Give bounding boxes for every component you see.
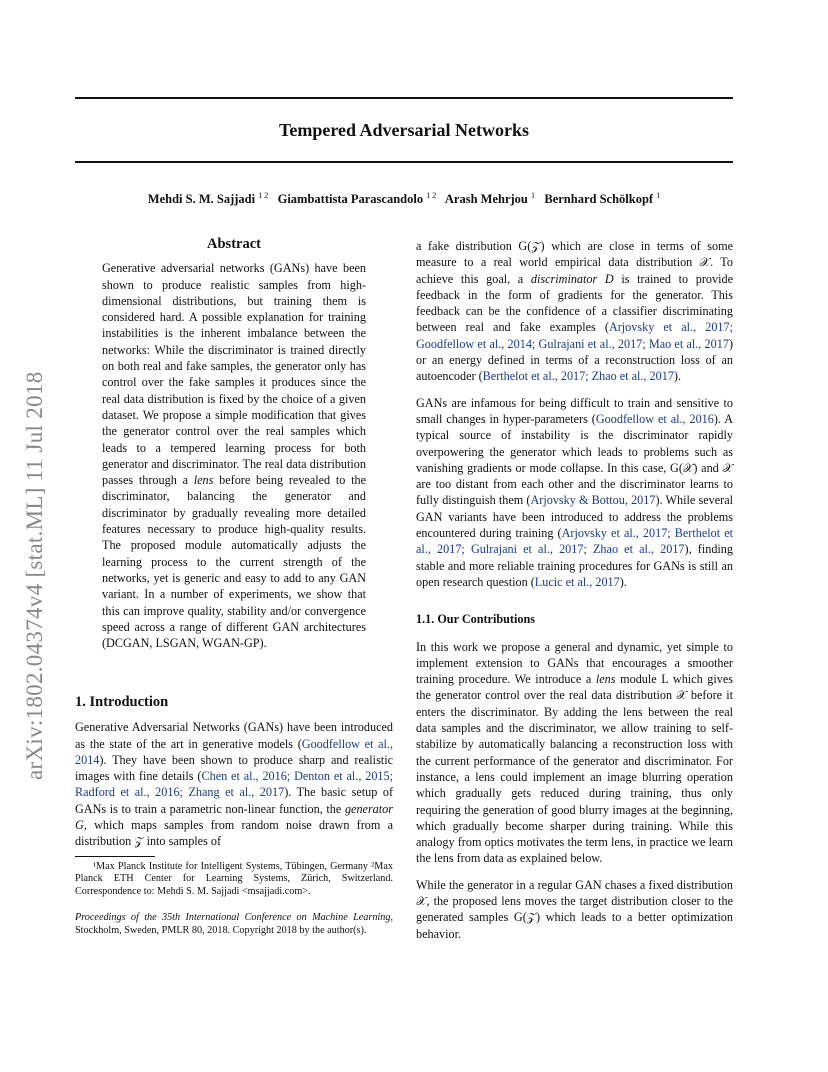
abstract-heading: Abstract bbox=[207, 236, 261, 252]
citation-link[interactable]: Arjovsky & Bottou, 2017 bbox=[530, 493, 656, 508]
introduction-paragraph bbox=[75, 719, 393, 849]
abstract-lens-term: lens bbox=[193, 473, 214, 488]
paragraph-text: ). They have been shown to produce sharp and realistic images with fine details ( bbox=[75, 752, 393, 784]
author-affiliation: 1 bbox=[531, 191, 535, 200]
paragraph-text: ). bbox=[619, 574, 627, 589]
citation-link[interactable]: Lucic et al., 2017 bbox=[534, 574, 620, 589]
author-affiliation: 1 bbox=[656, 191, 661, 200]
paper-title: Tempered Adversarial Networks bbox=[279, 120, 529, 140]
paragraph-text: ). The basic setup of GANs is to train a parametric non-linear function, the bbox=[75, 785, 393, 816]
right-column bbox=[416, 238, 733, 942]
instability-paragraph bbox=[416, 395, 733, 591]
footnote-section bbox=[75, 861, 393, 937]
proceedings-note bbox=[75, 912, 393, 937]
affiliation-footnote: ¹Max Planck Institute for Intelligent Systems, Tübingen, Germany ²Max Planck ETH Center for Learning Systems, Zürich, Switzerland. Correspondence to: Mehdi S. M. Sajjadi <msajjadi.com>. bbox=[75, 861, 393, 897]
paragraph-text: module L which gives the generator control over the real data distribution 𝒳 before it enters the discriminator. By adding the lens between the real data samples and the discriminator, we allow training to self-stabilize by automatically balancing a reconstruction loss with the current performance of the generator and discriminator. For instance, a lens could implement an image blurring operation which gradually gets reduced during training, thus only requiring the generation of good blurry images at the beginning, which gradually become sharper during training. While this analogy from optics motivates the term lens, in practice we learn the lens from data as explained below. bbox=[416, 672, 734, 866]
arxiv-identifier: arXiv:1802.04374v4 [stat.ML] 11 Jul 2018 bbox=[22, 371, 47, 780]
generator-term: generator G bbox=[75, 801, 394, 833]
paragraph-text: GANs are infamous for being difficult to train and sensitive to small changes in hyper-parameters ( bbox=[416, 395, 733, 426]
paragraph-text: Generative Adversarial Networks (GANs) have been introduced as the state of the art in generative models ( bbox=[75, 720, 393, 751]
contributions-heading: 1.1. Our Contributions bbox=[416, 612, 535, 627]
citation-link[interactable]: Goodfellow et al., 2016 bbox=[595, 411, 714, 426]
paragraph-text: ). A typical source of instability is the discriminator rapidly overpowering the generator which leads to problems such as vanishing gradients or mode collapse. In this case, G(𝒳) and 𝒳 are too distant from each other and the discriminator learns to fully distinguish them ( bbox=[416, 411, 734, 508]
abstract-text-part: before being revealed to the discriminator, balancing the generator and discriminator by gradually revealing more detailed features necessary to produce high-quality results. The proposed module automatically adjusts the learning process to the current strength of the networks, yet is generic and easy to add to any GAN variant. In a number of experiments, we show that this can improve quality, stability and/or convergence speed across a range of different GAN architectures (DCGAN, LSGAN, WGAN-GP). bbox=[102, 473, 367, 651]
gan-setup-paragraph bbox=[416, 238, 733, 385]
lens-behavior-paragraph: While the generator in a regular GAN chases a fixed distribution 𝒳, the proposed lens moves the target distribution closer to the generated samples G(𝒵) which leads to a better optimization behavior. bbox=[416, 877, 733, 941]
author-name: Mehdi S. M. Sajjadi bbox=[147, 192, 256, 207]
paragraph-text: a fake distribution G(𝒵) which are close in terms of some measure to a real world empirical data distribution 𝒳. To achieve this goal, a bbox=[416, 239, 733, 286]
title-rule bbox=[75, 161, 733, 163]
paragraph-text: ) or an energy defined in terms of a reconstruction loss of an autoencoder ( bbox=[416, 336, 733, 384]
lens-term: lens bbox=[595, 672, 616, 687]
author-affiliation: 1 2 bbox=[426, 191, 437, 200]
author-name: Bernhard Schölkopf bbox=[544, 192, 654, 207]
discriminator-term: discriminator D bbox=[530, 271, 614, 286]
abstract-text-part: Generative adversarial networks (GANs) have been shown to produce realistic samples from high-dimensional distributions, but training them is considered hard. A possible explanation for training instabilities is the inherent imbalance between the networks: While the discriminator is trained directly on both real and fake samples, the generator only has control over the fake samples it produces since the real data distribution is fixed by the choice of a given dataset. We propose a simple modification that gives the generator control over the real samples which leads to a tempered learning process for both generator and discriminator. The real data distribution passes through a bbox=[102, 261, 366, 488]
paragraph-text: ). While several GAN variants have been introduced to address the problems encountered during training ( bbox=[416, 493, 733, 541]
paragraph-text: In this work we propose a general and dynamic, yet simple to implement extension to GANs that encourages a smoother training procedure. We introduce a bbox=[416, 639, 733, 687]
paragraph-text: is trained to provide feedback in the form of gradients for the generator. This feedback can be the confidence of a classifier discriminating between real and fake examples ( bbox=[416, 271, 733, 335]
abstract-section bbox=[102, 236, 366, 651]
citation-link[interactable]: Berthelot et al., 2017; Zhao et al., 2017 bbox=[482, 369, 674, 384]
proceedings-text: , Stockholm, Sweden, PMLR 80, 2018. Copyright 2018 by the author(s). bbox=[75, 912, 393, 936]
introduction-section bbox=[75, 694, 393, 850]
contributions-paragraph bbox=[416, 639, 733, 867]
introduction-heading: 1. Introduction bbox=[75, 694, 169, 710]
author-list bbox=[75, 191, 733, 207]
citation-link[interactable]: Chen et al., 2016; Denton et al., 2015; Radford et al., 2016; Zhang et al., 2017 bbox=[75, 769, 393, 800]
author-name: Giambattista Parascandolo bbox=[277, 192, 424, 207]
abstract-text bbox=[102, 260, 366, 651]
citation-link[interactable]: Goodfellow et al., 2014 bbox=[75, 736, 394, 767]
paragraph-text: , which maps samples from random noise drawn from a distribution 𝒵 into samples of bbox=[75, 818, 393, 849]
footnote-rule bbox=[75, 856, 155, 857]
top-rule bbox=[75, 97, 733, 99]
citation-link[interactable]: Arjovsky et al., 2017; Goodfellow et al., 2014; Gulrajani et al., 2017; Mao et al., 2017 bbox=[416, 320, 733, 351]
citation-link[interactable]: Arjovsky et al., 2017; Berthelot et al., 2017; Gulrajani et al., 2017; Zhao et al., 2017 bbox=[416, 526, 733, 557]
paragraph-text: ), finding stable and more reliable training procedures for GANs is still an open research question ( bbox=[416, 542, 733, 589]
author-affiliation: 1 2 bbox=[258, 191, 269, 200]
paragraph-text: ). bbox=[673, 369, 682, 384]
author-name: Arash Mehrjou bbox=[444, 192, 528, 207]
proceedings-venue: Proceedings of the 35th International Conference on Machine Learning bbox=[75, 912, 391, 924]
